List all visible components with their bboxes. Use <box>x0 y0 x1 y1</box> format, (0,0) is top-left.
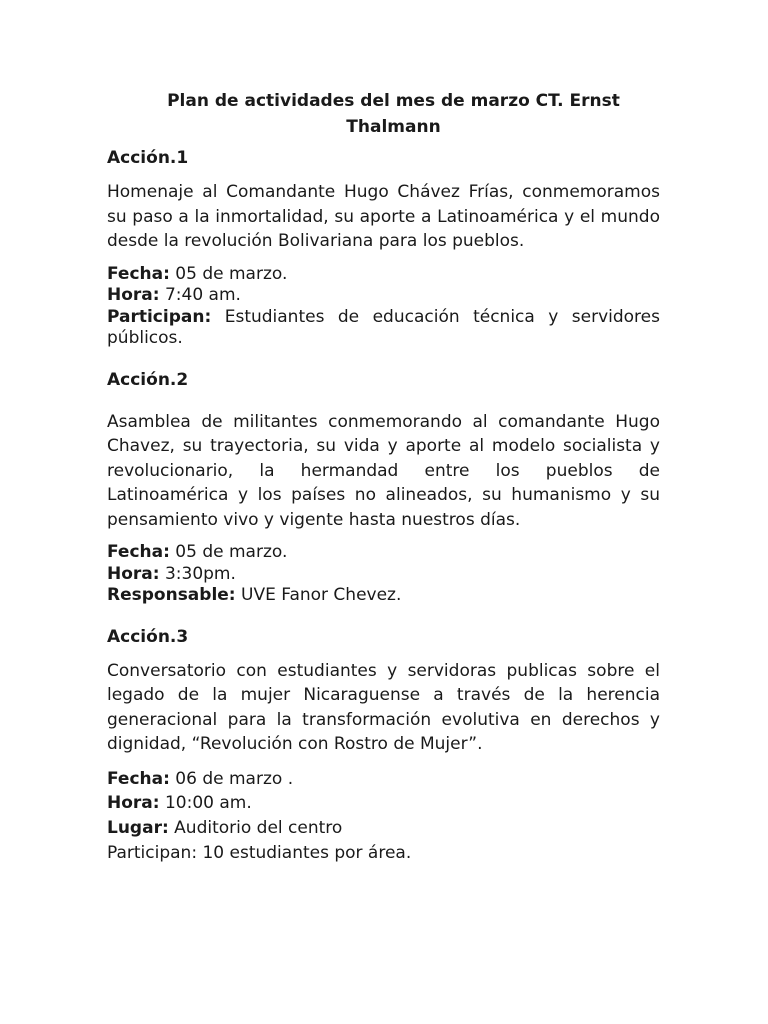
action-1-heading: Acción.1 <box>107 148 189 168</box>
time-label: Hora: <box>107 792 160 813</box>
date-label: Fecha: <box>107 542 170 562</box>
responsible-label: Responsable: <box>107 585 236 605</box>
action-2-description: Asamblea de militantes conmemorando al comandante Hugo Chavez, su trayectoria, su vida y aporte al modelo socialista y revolucionario, la hermandad entre los pueblos de Latinoamérica y los países no alineados, su humanismo y su pensamiento vivo y vigente hasta nuestros días. <box>107 411 660 530</box>
action-2-heading: Acción.2 <box>107 369 189 390</box>
action-2-time <box>107 564 660 586</box>
action-3-date <box>107 767 660 791</box>
time-value: 7:40 am. <box>159 285 241 305</box>
document-title: Plan de actividades del mes de marzo CT. Ernst Thalmann <box>167 91 620 137</box>
date-value: 05 de marzo. <box>169 542 288 562</box>
time-value: 10:00 am. <box>159 792 252 813</box>
date-label: Fecha: <box>107 263 170 284</box>
participants-label: Participan: <box>107 306 212 327</box>
date-value: 05 de marzo. <box>169 263 288 284</box>
location-label: Lugar: <box>107 817 169 838</box>
date-value: 06 de marzo . <box>169 768 294 789</box>
action-3-heading: Acción.3 <box>107 626 189 647</box>
document-page <box>107 88 660 865</box>
action-3-location <box>107 815 660 841</box>
action-3-description: Conversatorio con estudiantes y servidoras publicas sobre el legado de la mujer Nicaraguense a través de la herencia generacional para la transformación evolutiva en derechos y dignidad, “Revolución con Rostro de Mujer”. <box>107 660 660 754</box>
location-value: Auditorio del centro <box>168 817 343 838</box>
action-1-date <box>107 264 660 286</box>
action-1-participants <box>107 307 660 350</box>
time-value: 3:30pm. <box>159 563 236 584</box>
participants-value: Estudiantes de educación técnica y servidores públicos. <box>107 306 660 348</box>
action-1-description: Homenaje al Comandante Hugo Chávez Frías, conmemoramos su paso a la inmortalidad, su aporte a Latinoamérica y el mundo desde la revolución Bolivariana para los pueblos. <box>107 182 660 251</box>
date-label: Fecha: <box>107 768 170 789</box>
time-label: Hora: <box>107 285 160 305</box>
responsible-value: UVE Fanor Chevez. <box>235 585 402 605</box>
action-3-time <box>107 791 660 815</box>
action-1-time <box>107 285 660 307</box>
action-2-responsible <box>107 585 660 607</box>
time-label: Hora: <box>107 563 160 584</box>
action-2-date <box>107 542 660 564</box>
action-3-participants: Participan: 10 estudiantes por área. <box>107 842 412 863</box>
